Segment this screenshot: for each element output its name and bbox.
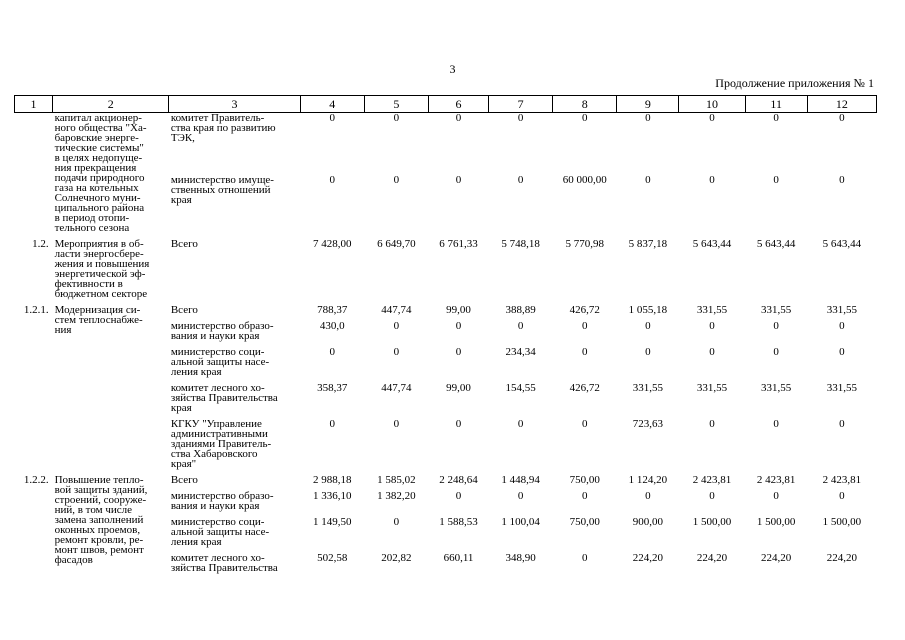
value-cell: 0 [839,112,845,124]
item-name: Мероприятия в об- ласти энергосбере- жения и повышения энергетической эф- фективности в бюджетном секторе [54,238,150,300]
item-code: 1.2.2. [23,474,49,486]
column-header: 6 [428,96,488,113]
value-cell: 224,20 [632,552,664,564]
value-cell: 99,00 [446,304,471,316]
value-cell: 0 [393,516,400,528]
column-header: 1 [15,96,53,113]
value-cell: 0 [329,112,335,124]
value-cell: 0 [839,490,845,502]
column-header: 2 [53,96,169,113]
value-cell: 0 [455,320,462,332]
column-header: 5 [364,96,428,113]
value-cell: 6 761,33 [439,238,478,250]
value-cell: 0 [455,346,462,358]
value-cell: 426,72 [569,382,600,394]
value-cell: 0 [393,173,400,186]
value-cell: 1 500,00 [756,516,796,528]
executor-cell: министерство соци- альной защиты насе- ления края [170,346,270,378]
column-header-row [15,96,877,113]
continuation-header: Продолжение приложения № 1 [715,76,874,90]
value-cell: 0 [709,320,715,332]
value-cell: 0 [645,320,651,332]
value-cell: 331,55 [826,382,857,394]
value-cell: 0 [455,490,462,502]
executor-cell: Всего [170,304,198,316]
value-cell: 1 382,20 [377,490,416,502]
value-cell: 0 [709,418,715,430]
value-cell: 0 [455,418,462,430]
item-name: Модернизация си- стем теплоснабже- ния [54,304,143,336]
value-cell: 1 500,00 [692,516,732,528]
value-cell: 0 [329,418,335,430]
budget-table [14,95,877,575]
column-header: 4 [300,96,364,113]
value-cell: 1 100,04 [501,516,540,528]
value-cell: 660,11 [443,552,474,564]
value-cell: 2 423,81 [692,474,732,486]
value-cell: 0 [709,490,715,502]
value-cell: 0 [773,112,779,124]
executor-cell: министерство образо- вания и науки края [170,320,274,342]
value-cell: 154,55 [505,382,536,394]
value-cell: 0 [645,112,651,124]
value-cell: 1 448,94 [501,474,540,486]
value-cell: 0 [645,173,651,186]
value-cell: 99,00 [446,382,471,394]
column-header: 11 [745,96,807,113]
value-cell: 0 [839,173,845,186]
value-cell: 2 423,81 [756,474,796,486]
item-code: 1.2.1. [23,304,49,316]
value-cell: 5 643,44 [692,238,732,250]
value-cell: 0 [839,320,845,332]
value-cell: 0 [582,552,588,564]
executor-cell: Всего [170,474,198,486]
value-cell: 7 428,00 [312,238,352,250]
value-cell: 2 988,18 [312,474,352,486]
value-cell: 348,90 [505,552,536,564]
value-cell: 900,00 [632,516,664,528]
value-cell: 788,37 [317,304,348,316]
value-cell: 331,55 [696,304,728,316]
value-cell: 0 [839,346,845,358]
value-cell: 331,55 [632,382,664,394]
executor-cell: Всего [170,238,198,250]
value-cell: 430,0 [319,320,345,332]
value-cell: 1 055,18 [628,304,668,316]
table-row [15,113,877,171]
value-cell: 0 [517,173,524,186]
item-name: Повышение тепло- вой защиты зданий, строений, сооруже- ний, в том числе замена заполнений оконных проемов, ремонт кровли, ре- монт швов, ремонт фасадов [54,474,148,566]
value-cell: 0 [455,173,462,186]
executor-cell: министерство имуще- ственных отношений края [170,173,274,206]
value-cell: 234,34 [505,346,536,358]
value-cell: 224,20 [826,552,857,564]
value-cell: 0 [517,418,524,430]
value-cell: 202,82 [381,552,412,564]
value-cell: 5 837,18 [628,238,668,250]
value-cell: 0 [455,112,462,124]
executor-cell: комитет Правитель- ства края по развитию ТЭК, [170,112,276,144]
value-cell: 0 [329,173,335,186]
value-cell: 0 [709,346,715,358]
value-cell: 5 770,98 [565,238,604,250]
column-header: 7 [489,96,553,113]
value-cell: 60 000,00 [562,173,607,186]
value-cell: 224,20 [696,552,728,564]
executor-cell: министерство образо- вания и науки края [170,490,274,512]
value-cell: 1 585,02 [377,474,416,486]
value-cell: 1 500,00 [822,516,862,528]
value-cell: 0 [773,173,779,186]
executor-cell: КГКУ "Управление административными зданиями Правитель- ства Хабаровского края" [170,418,272,470]
column-header: 8 [553,96,617,113]
value-cell: 0 [645,346,651,358]
page-number: 3 [449,62,456,76]
value-cell: 0 [393,320,400,332]
value-cell: 388,89 [505,304,536,316]
value-cell: 0 [773,320,779,332]
column-header: 3 [169,96,300,113]
value-cell: 0 [582,418,588,430]
value-cell: 5 748,18 [501,238,540,250]
value-cell: 0 [582,112,588,124]
value-cell: 0 [393,112,400,124]
value-cell: 331,55 [696,382,728,394]
value-cell: 502,58 [317,552,348,564]
value-cell: 0 [582,320,588,332]
executor-cell: комитет лесного хо- зяйства Правительства края [170,382,278,414]
value-cell: 750,00 [569,474,600,486]
value-cell: 0 [709,112,715,124]
value-cell: 1 149,50 [312,516,352,528]
item-code: 1.2. [32,238,49,250]
value-cell: 447,74 [381,382,412,394]
value-cell: 1 588,53 [439,516,478,528]
table-body [15,113,877,576]
item-code [15,113,53,236]
value-cell: 0 [517,112,524,124]
value-cell: 5 643,44 [822,238,862,250]
value-cell: 5 643,44 [756,238,796,250]
value-cell: 426,72 [569,304,600,316]
value-cell: 0 [517,320,524,332]
value-cell: 331,55 [761,304,792,316]
column-header: 10 [679,96,745,113]
value-cell: 0 [393,418,400,430]
value-cell: 2 248,64 [439,474,478,486]
value-cell: 1 336,10 [312,490,352,502]
value-cell: 0 [773,418,779,430]
value-cell: 224,20 [761,552,792,564]
value-cell: 0 [517,490,524,502]
value-cell: 0 [582,490,588,502]
value-cell: 0 [773,346,779,358]
value-cell: 0 [645,490,651,502]
value-cell: 0 [839,418,845,430]
table-row [15,235,877,301]
value-cell: 331,55 [761,382,792,394]
executor-cell: министерство соци- альной защиты насе- ления края [170,516,270,548]
value-cell: 6 649,70 [377,238,416,250]
column-header: 9 [617,96,679,113]
value-cell: 331,55 [826,304,857,316]
value-cell: 0 [393,346,400,358]
value-cell: 358,37 [317,382,348,394]
value-cell: 0 [582,346,588,358]
item-name: капитал акционер- ного общества "Ха- баровские энерге- тические системы" в целях недопуще- ния прекращения подачи природного газа на котельных Солнечного муни- ципального района в период отопи- тельного сезона [54,112,147,234]
value-cell: 2 423,81 [822,474,862,486]
executor-cell: комитет лесного хо- зяйства Правительства [170,552,278,574]
column-header: 12 [807,96,876,113]
table-row [15,471,877,487]
value-cell: 723,63 [632,418,664,430]
value-cell: 0 [329,346,335,358]
table-row [15,301,877,317]
value-cell: 1 124,20 [628,474,668,486]
value-cell: 750,00 [569,516,600,528]
value-cell: 0 [773,490,779,502]
value-cell: 0 [709,173,715,186]
value-cell: 447,74 [381,304,412,316]
